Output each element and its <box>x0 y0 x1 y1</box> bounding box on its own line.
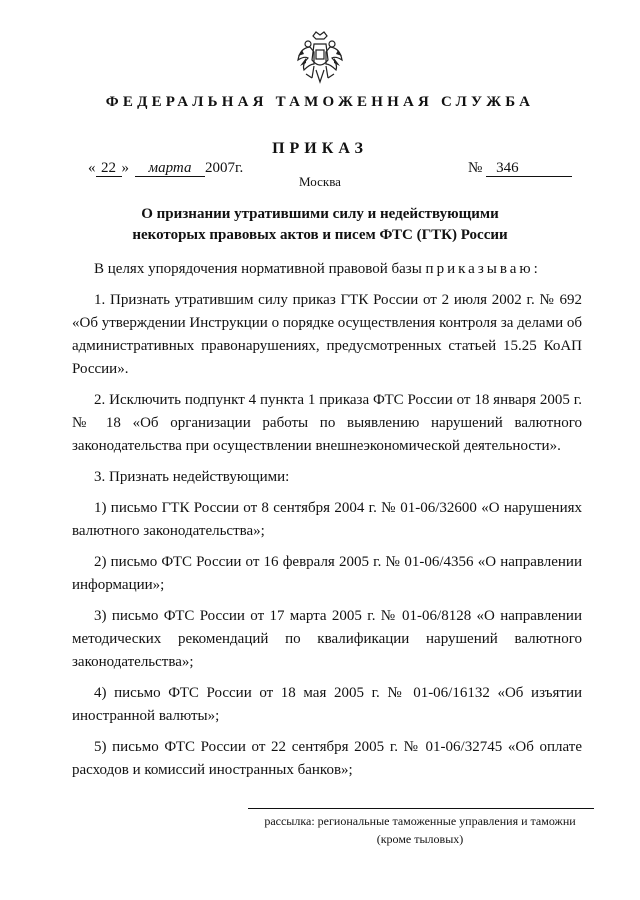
date-year: 2007г. <box>205 160 244 176</box>
footer-divider <box>248 808 594 809</box>
city: Москва <box>299 174 341 189</box>
double-headed-eagle-emblem-icon <box>296 30 344 86</box>
number-label: № <box>468 160 483 176</box>
intro-paragraph <box>72 258 582 281</box>
distribution-line-1: рассылка: региональные таможенные управления и таможни <box>264 814 576 828</box>
intro-text: В целях упорядочения нормативной правовой базы <box>94 261 422 277</box>
list-item: 3) письмо ФТС России от 17 марта 2005 г. № 01-06/8128 «О направлении методических рекомендаций по квалификации нарушений валютного законодательства»; <box>72 608 582 670</box>
distribution-note <box>240 812 600 848</box>
heading-line-2: некоторых правовых актов и писем ФТС (ГТК) России <box>132 227 508 243</box>
number-value: 346 <box>486 161 572 177</box>
paragraph-3: 3. Признать недействующими: <box>94 469 290 485</box>
date-day: 22 <box>96 161 122 177</box>
list-item: 1) письмо ГТК России от 8 сентября 2004 г. № 01-06/32600 «О нарушениях валютного законодательства»; <box>72 500 582 539</box>
paragraph-1: 1. Признать утратившим силу приказ ГТК России от 2 июля 2002 г. № 692 «Об утверждении Инструкции о порядке осуществления контроля за делами об административных правонарушениях, предусмотренных статьей 15.25 КоАП России». <box>72 292 582 377</box>
agency-name: ФЕДЕРАЛЬНАЯ ТАМОЖЕННАЯ СЛУЖБА <box>105 94 535 110</box>
date-month: марта <box>135 161 205 177</box>
distribution-line-2: (кроме тыловых) <box>376 832 464 846</box>
document-heading <box>80 204 560 246</box>
heading-line-1: О признании утратившими силу и недействующими <box>141 206 499 222</box>
list-item: 2) письмо ФТС России от 16 февраля 2005 г. № 01-06/4356 «О направлении информации»; <box>72 554 582 593</box>
date-close-quote: » <box>121 160 129 176</box>
list-item: 5) письмо ФТС России от 22 сентября 2005 г. № 01-06/32745 «Об оплате расходов и комиссий иностранных банков»; <box>72 739 582 778</box>
intro-verb: приказываю: <box>425 261 541 277</box>
document-body <box>72 258 582 782</box>
paragraph-2: 2. Исключить подпункт 4 пункта 1 приказа ФТС России от 18 января 2005 г. № 18 «Об организации работы по выявлению нарушений валютного законодательства при осуществлении внешнеэкономической деятельности». <box>72 392 582 454</box>
date-open-quote: « <box>88 160 96 176</box>
list-item: 4) письмо ФТС России от 18 мая 2005 г. № 01-06/16132 «Об изъятии иностранной валюты»; <box>72 685 582 724</box>
document-type-title: ПРИКАЗ <box>272 140 368 157</box>
